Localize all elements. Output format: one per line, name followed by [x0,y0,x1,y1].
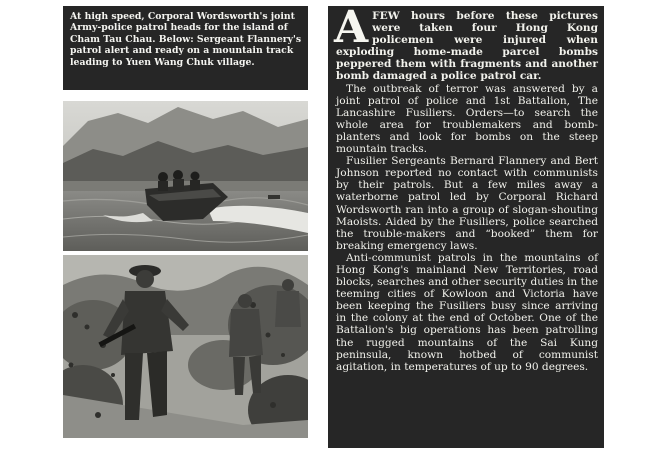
drop-cap: A [334,2,369,53]
article-body [328,2,604,448]
article-lead [334,2,598,83]
article-paragraph-1: The outbreak of terror was answered by a joint patrol of police and 1st Battalion, The Lancashire Fusiliers. Orders—to search the whole area for troublemakers and bomb-planters and look for bombs on the steep mountain tracks. [336,82,598,156]
article-paragraph-3: Anti-communist patrols in the mountains of Hong Kong's mainland New Territories, road blocks, searches and other security duties in the teeming cities of Kowloon and Victoria have been keeping the Fusiliers busy since arriving in the colony at the end of October. One of the Battalion's big operations has been patrolling the rugged mountains of the Sai Kung peninsula, known hotbed of communist agitation, in temperatures of up to 90 degrees. [336,251,598,373]
photo-caption [63,6,308,90]
patrol-boat-photo [63,101,308,251]
photo-caption-text: At high speed, Corporal Wordsworth's joint Army-police patrol heads for the island of Cham Tau Chau. Below: Sergeant Flannery's patrol alert and ready on a mountain track leading to Yuen Wang Chuk village. [70,11,302,68]
lead-text: FEW hours before these pictures were taken four Hong Kong policemen were injured when exploding home-made parcel bombs peppered them with fragments and another bomb damaged a police patrol car. [336,10,598,83]
mountain-patrol-photo [63,255,308,438]
article-paragraph-2: Fusilier Sergeants Bernard Flannery and Bert Johnson reported no contact with communists by their patrols. But a few miles away a waterborne patrol led by Corporal Richard Wordsworth ran into a group of slogan-shouting Maoists. Aided by the Fusiliers, police searched the trouble-makers and “booked” them for breaking emergency laws. [336,155,598,252]
